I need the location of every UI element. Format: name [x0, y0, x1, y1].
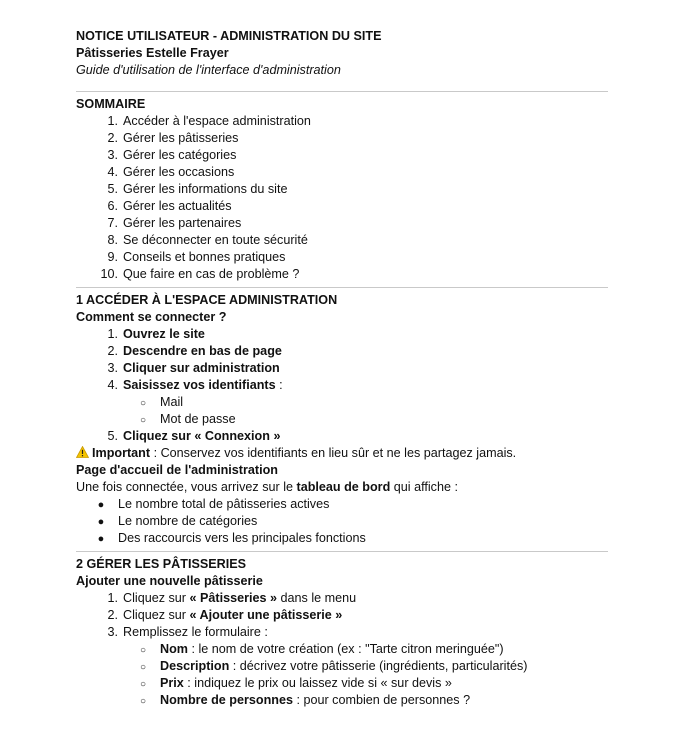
step-item: 2. Cliquez sur « Ajouter une pâtisserie »: [107, 608, 343, 622]
warning-icon: [76, 445, 92, 462]
section2-heading: 2 GÉRER LES PÂTISSERIES: [76, 557, 247, 571]
bullet-item: ● Le nombre total de pâtisseries actives: [97, 497, 330, 511]
section2-subheading: Ajouter une nouvelle pâtisserie: [76, 574, 263, 588]
important-note: Important : Conservez vos identifiants en lieu sûr et ne les partagez jamais.: [76, 445, 608, 462]
sommaire-item: 1. Accéder à l'espace administration: [107, 114, 311, 128]
form-field-item: ○ Prix : indiquez le prix ou laissez vide si « sur devis »: [139, 676, 452, 690]
document-subtitle: Guide d'utilisation de l'interface d'administration: [76, 63, 341, 77]
section1-subheading-2: Page d'accueil de l'administration: [76, 463, 278, 477]
sommaire-list: [76, 113, 608, 283]
sommaire-item: 2. Gérer les pâtisseries: [107, 131, 239, 145]
form-field-item: ○ Description : décrivez votre pâtisserie (ingrédients, particularités): [139, 659, 528, 673]
sommaire-item: 7. Gérer les partenaires: [107, 216, 242, 230]
step-item: 5. Cliquez sur « Connexion »: [107, 429, 281, 443]
sommaire-item: 8. Se déconnecter en toute sécurité: [107, 233, 308, 247]
form-field-item: ○ Nom : le nom de votre création (ex : "Tarte citron meringuée"): [139, 642, 504, 656]
step-item: 1. Ouvrez le site: [107, 327, 205, 341]
form-field-item: ○ Nombre de personnes : pour combien de personnes ?: [139, 693, 471, 707]
company-name: Pâtisseries Estelle Frayer: [76, 46, 229, 60]
step-item: 2. Descendre en bas de page: [107, 344, 282, 358]
sommaire-item: 4. Gérer les occasions: [107, 165, 235, 179]
sommaire-item: 10. Que faire en cas de problème ?: [100, 267, 300, 281]
document-title: NOTICE UTILISATEUR - ADMINISTRATION DU SITE: [76, 29, 382, 43]
sub-list-item: ○ Mail: [139, 395, 184, 409]
step-item: 1. Cliquez sur « Pâtisseries » dans le menu: [107, 591, 357, 605]
section1-heading: 1 ACCÉDER À L'ESPACE ADMINISTRATION: [76, 293, 338, 307]
sommaire-item: 5. Gérer les informations du site: [107, 182, 288, 196]
sub-list-item: ○ Mot de passe: [139, 412, 236, 426]
bullet-item: ● Des raccourcis vers les principales fonctions: [97, 531, 366, 545]
section1-subheading: Comment se connecter ?: [76, 310, 227, 324]
bullet-item: ● Le nombre de catégories: [97, 514, 258, 528]
sommaire-item: 9. Conseils et bonnes pratiques: [107, 250, 286, 264]
sommaire-heading: SOMMAIRE: [76, 97, 146, 111]
sommaire-item: 6. Gérer les actualités: [107, 199, 232, 213]
step-item: 3. Cliquer sur administration: [107, 361, 280, 375]
sommaire-item: 3. Gérer les catégories: [107, 148, 237, 162]
document-page: [76, 28, 608, 709]
step-item: 4. Saisissez vos identifiants :: [107, 378, 283, 392]
dashboard-intro: Une fois connectée, vous arrivez sur le tableau de bord qui affiche :: [76, 480, 458, 494]
step-item: 3. Remplissez le formulaire :: [107, 625, 268, 639]
